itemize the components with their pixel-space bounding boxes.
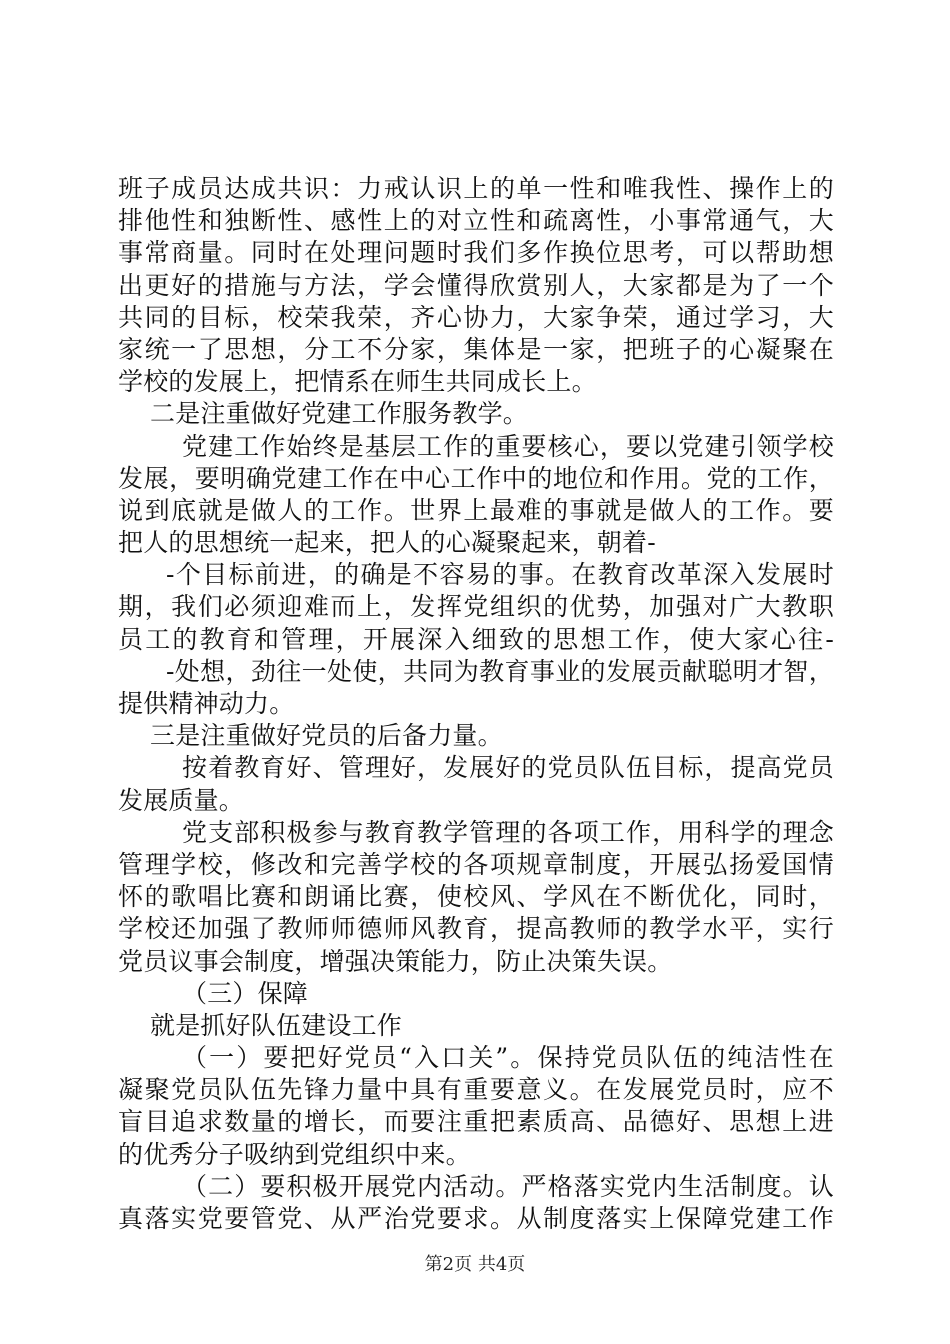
text-line: 发展质量。: [118, 785, 245, 815]
text-line: 怀的歌唱比赛和朗诵比赛，使校风、学风在不断优化，同时，: [118, 882, 834, 912]
section-heading: 二是注重做好党建工作服务教学。: [150, 399, 529, 429]
text-line: 排他性和独断性、感性上的对立性和疏离性，小事常通气，大: [118, 206, 834, 236]
text-line: 员工的教育和管理，开展深入细致的思想工作，使大家心往-: [118, 624, 834, 654]
text-line: 共同的目标，校荣我荣，齐心协力，大家争荣，通过学习，大: [118, 302, 834, 332]
text-line: 家统一了思想，分工不分家，集体是一家，把班子的心凝聚在: [118, 334, 834, 364]
text-line: 按着教育好、管理好，发展好的党员队伍目标，提高党员: [182, 753, 834, 783]
text-line: 学校的发展上，把情系在师生共同成长上。: [118, 367, 597, 397]
text-line: 把人的思想统一起来，把人的心凝聚起来，朝着-: [118, 528, 656, 558]
text-line: （一）要把好党员“入口关”。保持党员队伍的纯洁性在: [182, 1043, 834, 1073]
section-heading: 就是抓好队伍建设工作: [150, 1010, 403, 1040]
text-line: 凝聚党员队伍先锋力量中具有重要意义。在发展党员时，应不: [118, 1075, 834, 1105]
document-body: [118, 173, 834, 1235]
text-line: 事常商量。同时在处理问题时我们多作换位思考，可以帮助想: [118, 238, 834, 268]
text-line: 说到底就是做人的工作。世界上最难的事就是做人的工作。要: [118, 495, 834, 525]
text-line: 发展，要明确党建工作在中心工作中的地位和作用。党的工作，: [118, 463, 834, 493]
page-number-footer: 第2页 共4页: [424, 1254, 526, 1275]
text-line: 学校还加强了教师师德师风教育，提高教师的教学水平，实行: [118, 914, 834, 944]
text-line: 出更好的措施与方法，学会懂得欣赏别人，大家都是为了一个: [118, 270, 834, 300]
text-line: 党员议事会制度，增强决策能力，防止决策失误。: [118, 946, 673, 976]
text-line: 真落实党要管党、从严治党要求。从制度落实上保障党建工作: [118, 1204, 834, 1233]
section-heading: 三是注重做好党员的后备力量。: [150, 721, 503, 751]
text-line: 盲目追求数量的增长，而要注重把素质高、品德好、思想上进: [118, 1107, 834, 1137]
text-line: -处想，劲往一处使，共同为教育事业的发展贡献聪明才智，: [166, 656, 834, 686]
text-line: 管理学校，修改和完善学校的各项规章制度，开展弘扬爱国情: [118, 849, 834, 879]
text-line: 的优秀分子吸纳到党组织中来。: [118, 1139, 471, 1169]
text-line: 期，我们必须迎难而上，发挥党组织的优势，加强对广大教职: [118, 592, 834, 622]
text-line: （二）要积极开展党内活动。严格落实党内生活制度。认: [182, 1171, 834, 1201]
text-line: 班子成员达成共识：力戒认识上的单一性和唯我性、操作上的: [118, 174, 834, 203]
text-line: 党建工作始终是基层工作的重要核心，要以党建引领学校: [182, 431, 834, 461]
section-heading: （三）保障: [182, 978, 309, 1008]
text-line: 党支部积极参与教育教学管理的各项工作，用科学的理念: [182, 817, 834, 847]
text-line: -个目标前进，的确是不容易的事。在教育改革深入发展时: [166, 560, 834, 590]
text-line: 提供精神动力。: [118, 689, 295, 718]
